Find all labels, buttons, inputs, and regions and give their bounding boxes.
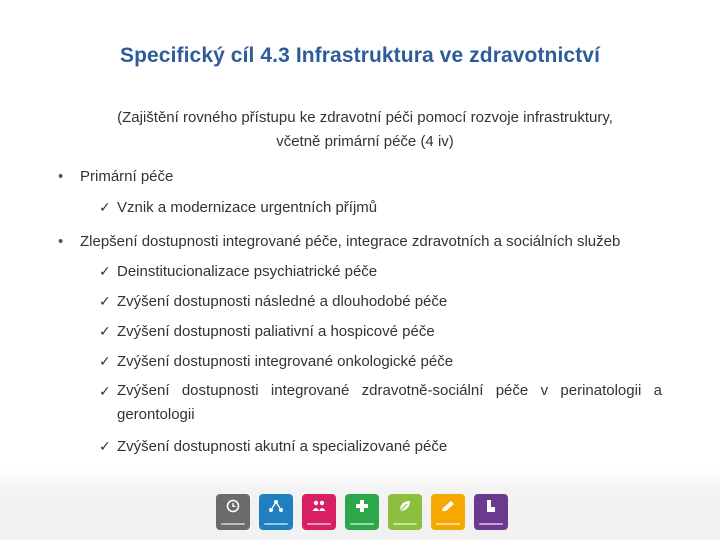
network-icon: [268, 499, 284, 513]
word: péče: [495, 382, 529, 399]
check-item: [99, 349, 662, 374]
check-item-label: [117, 379, 662, 427]
check-icon: ✓: [99, 383, 111, 399]
word: a: [653, 382, 662, 399]
subtitle-line-2: včetně primární péče (4 iv): [276, 133, 454, 150]
bullet-label: Primární péče: [80, 168, 174, 185]
subtitle-line-1: (Zajištění rovného přístupu ke zdravotní péči pomocí rozvoje infrastruktury,: [117, 109, 613, 126]
word: integrované: [270, 382, 350, 399]
logo-health-cross: [345, 494, 379, 530]
check-item-label: Zvýšení dostupnosti integrované onkologické péče: [117, 353, 454, 370]
check-item-label: Vznik a modernizace urgentních příjmů: [117, 199, 378, 216]
bullet-primary-care: [58, 167, 173, 187]
health-cross-icon: [355, 499, 369, 513]
check-item: [99, 259, 662, 284]
check-icon: ✓: [99, 323, 111, 339]
bullet-icon: •: [58, 233, 64, 250]
check-item-long: [99, 379, 662, 427]
logo-leaf: [388, 494, 422, 530]
check-icon: ✓: [99, 263, 111, 279]
clock-icon: [226, 499, 240, 513]
check-item-label: Deinstitucionalizace psychiatrické péče: [117, 263, 378, 280]
word: perinatologii: [560, 382, 642, 399]
check-icon: ✓: [99, 438, 111, 454]
slide-subtitle: [60, 106, 670, 154]
building-icon: [484, 499, 498, 513]
bullet-label: Zlepšení dostupnosti integrované péče, integrace zdravotních a sociálních služeb: [80, 233, 621, 250]
check-item: [99, 319, 662, 344]
check-icon: ✓: [99, 293, 111, 309]
word: v: [540, 382, 549, 399]
word: dostupnosti: [181, 382, 259, 399]
check-item: [99, 434, 662, 459]
check-icon: ✓: [99, 353, 111, 369]
bullet-integrated-care: [58, 232, 620, 252]
slide-title: Specifický cíl 4.3 Infrastruktura ve zdravotnictví: [119, 44, 601, 67]
word: Zvýšení: [117, 382, 170, 399]
check-item-label: Zvýšení dostupnosti paliativní a hospicové péče: [117, 323, 435, 340]
logo-network: [259, 494, 293, 530]
check-item-label-line-1: [117, 379, 662, 403]
bullet-icon: •: [58, 168, 64, 185]
check-item-label-line-2: gerontologii: [117, 406, 195, 423]
logo-pencil: [431, 494, 465, 530]
logo-clock: [216, 494, 250, 530]
check-item-label: Zvýšení dostupnosti akutní a specializované péče: [117, 438, 448, 455]
people-icon: [311, 499, 327, 513]
program-logos: [216, 494, 508, 534]
check-item-label: Zvýšení dostupnosti následné a dlouhodobé péče: [117, 293, 448, 310]
check-item: [99, 289, 662, 314]
word: zdravotně-sociální: [361, 382, 484, 399]
check-item: [99, 195, 662, 220]
pencil-icon: [440, 499, 456, 513]
check-icon: ✓: [99, 199, 111, 215]
logo-building: [474, 494, 508, 530]
logo-people: [302, 494, 336, 530]
leaf-icon: [398, 499, 412, 513]
